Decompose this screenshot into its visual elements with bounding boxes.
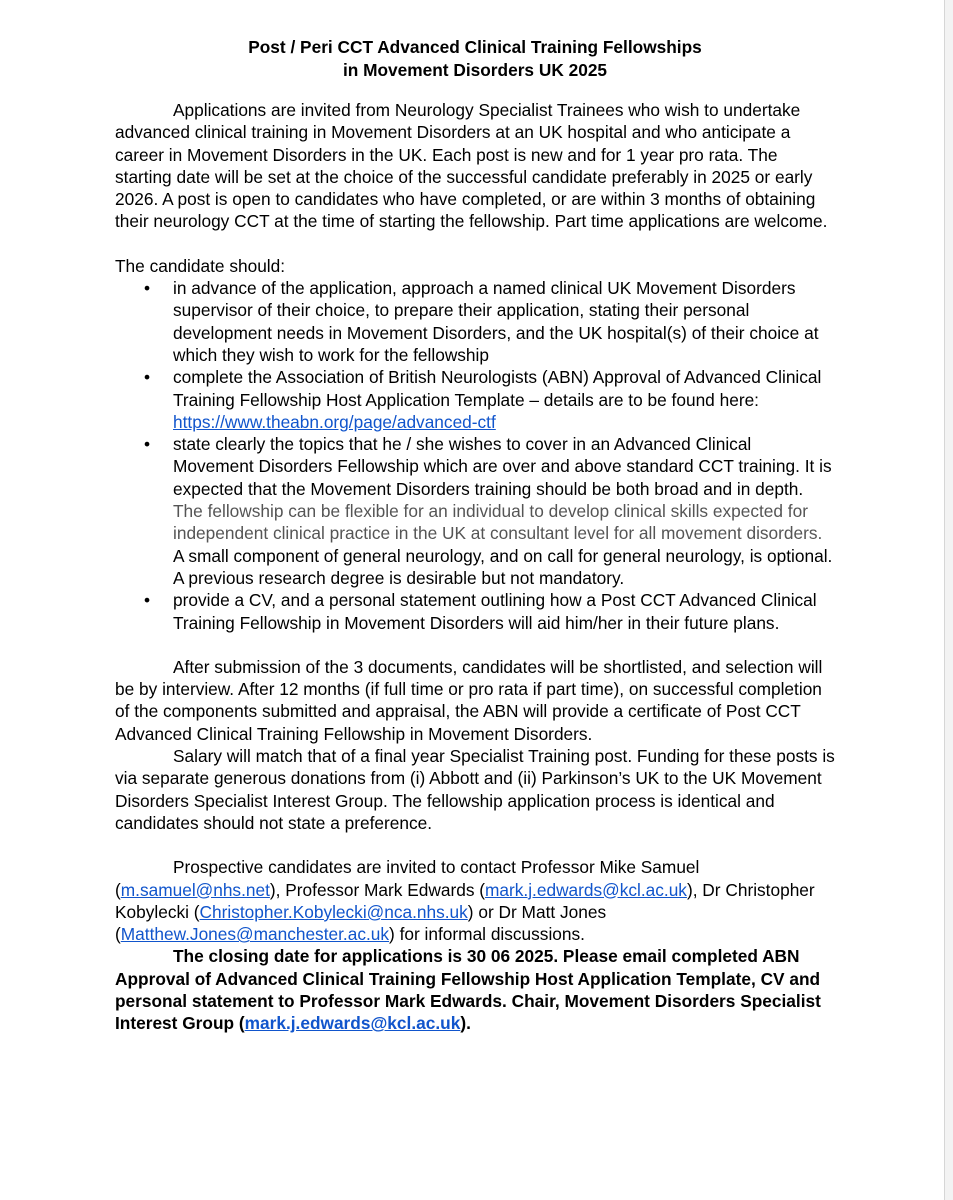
requirement-text: provide a CV, and a personal statement outlining how a Post CCT Advanced Clinical Training Fellowship in Movement Disorders will aid him/her in their future plans. [173, 590, 817, 633]
spacer [115, 834, 835, 856]
requirement-text: in advance of the application, approach a named clinical UK Movement Disorders supervisor of their choice, to prepare their application, stating their personal development needs in Movement Disorders, and the UK hospital(s) of their choice at which they wish to work for the fellowship [173, 278, 819, 365]
email-link-closing-mark-edwards[interactable]: mark.j.edwards@kcl.ac.uk [244, 1013, 461, 1034]
email-link-christopher-kobylecki[interactable]: Christopher.Kobylecki@nca.nhs.uk [199, 901, 468, 922]
bullet-marker: • [144, 590, 151, 611]
bullet-marker: • [144, 278, 151, 299]
title-line-1: Post / Peri CCT Advanced Clinical Training Fellowships [248, 37, 702, 57]
contact-text: ), Professor Mark Edwards ( [269, 879, 486, 900]
email-link-mark-edwards[interactable]: mark.j.edwards@kcl.ac.uk [485, 879, 687, 900]
contact-text: ) or Dr Matt Jones ( [115, 901, 607, 945]
spacer [115, 233, 835, 255]
contact-paragraph [115, 856, 835, 945]
requirement-item [115, 433, 835, 589]
email-link-mike-samuel[interactable]: m.samuel@nhs.net [120, 879, 270, 900]
requirement-item [115, 589, 835, 634]
salary-paragraph: Salary will match that of a final year Specialist Training post. Funding for these posts is via separate generous donations from (i) Abbott and (ii) Parkinson’s UK to the UK Movement Disorders Specialist Interest Group. The fellowship application process is identical and candidates should not state a preference. [115, 746, 835, 833]
title-line-2: in Movement Disorders UK 2025 [342, 59, 608, 80]
after-submission-paragraph: After submission of the 3 documents, candidates will be shortlisted, and selection will be by interview. After 12 months (if full time or pro rata if part time), on successful completion of the components submitted and appraisal, the ABN will provide a certificate of Post CCT Advanced Clinical Training Fellowship in Movement Disorders. [115, 656, 823, 744]
requirements-list [115, 277, 835, 634]
closing-date-paragraph [115, 945, 835, 1034]
requirement-text: state clearly the topics that he / she wishes to cover in an Advanced Clinical Movement Disorders Fellowship which are over and above standard CCT training. It is expected that the Movement Disorders training should be both broad and in depth. [173, 434, 832, 499]
document-title [115, 36, 835, 81]
email-link-matt-jones[interactable]: Matthew.Jones@manchester.ac.uk [120, 924, 390, 945]
spacer [115, 634, 835, 656]
abn-advanced-ctf-link[interactable]: https://www.theabn.org/page/advanced-ctf [173, 411, 496, 432]
requirement-text-flexible: The fellowship can be flexible for an individual to develop clinical skills expected for independent clinical practice in the UK at consultant level for all movement disorders. [173, 501, 823, 544]
candidate-heading: The candidate should: [115, 255, 286, 276]
closing-text-end: ). [460, 1013, 471, 1034]
requirement-item [115, 366, 835, 433]
bullet-marker: • [144, 434, 151, 455]
requirement-text: complete the Association of British Neurologists (ABN) Approval of Advanced Clinical Training Fellowship Host Application Template – details are to be found here: [173, 367, 822, 410]
intro-paragraph: Applications are invited from Neurology Specialist Trainees who wish to undertake advanced clinical training in Movement Disorders at an UK hospital and who anticipate a career in Movement Disorders in the UK. Each post is new and for 1 year pro rata. The starting date will be set at the choice of the successful candidate preferably in 2025 or early 2026. A post is open to candidates who have completed, or are within 3 months of obtaining their neurology CCT at the time of starting the fellowship. Part time applications are welcome. [115, 100, 828, 232]
requirement-text-optional: A small component of general neurology, and on call for general neurology, is optional. A previous research degree is desirable but not mandatory. [173, 545, 833, 588]
document-page [115, 30, 835, 1035]
requirement-item [115, 277, 835, 366]
closing-text: The closing date for applications is 30 06 2025. Please email completed ABN Approval of Advanced Clinical Training Fellowship Host Application Template, CV and personal statement to Professor Mark Edwards. Chair, Movement Disorders Specialist Interest Group ( [115, 946, 821, 1034]
contact-text: ) for informal discussions. [389, 924, 585, 945]
bullet-marker: • [144, 367, 151, 388]
contact-text: Prospective candidates are invited to contact Professor Mike Samuel ( [115, 857, 700, 900]
page-edge [944, 0, 953, 1200]
contact-text: ), Dr Christopher Kobylecki ( [115, 879, 815, 922]
